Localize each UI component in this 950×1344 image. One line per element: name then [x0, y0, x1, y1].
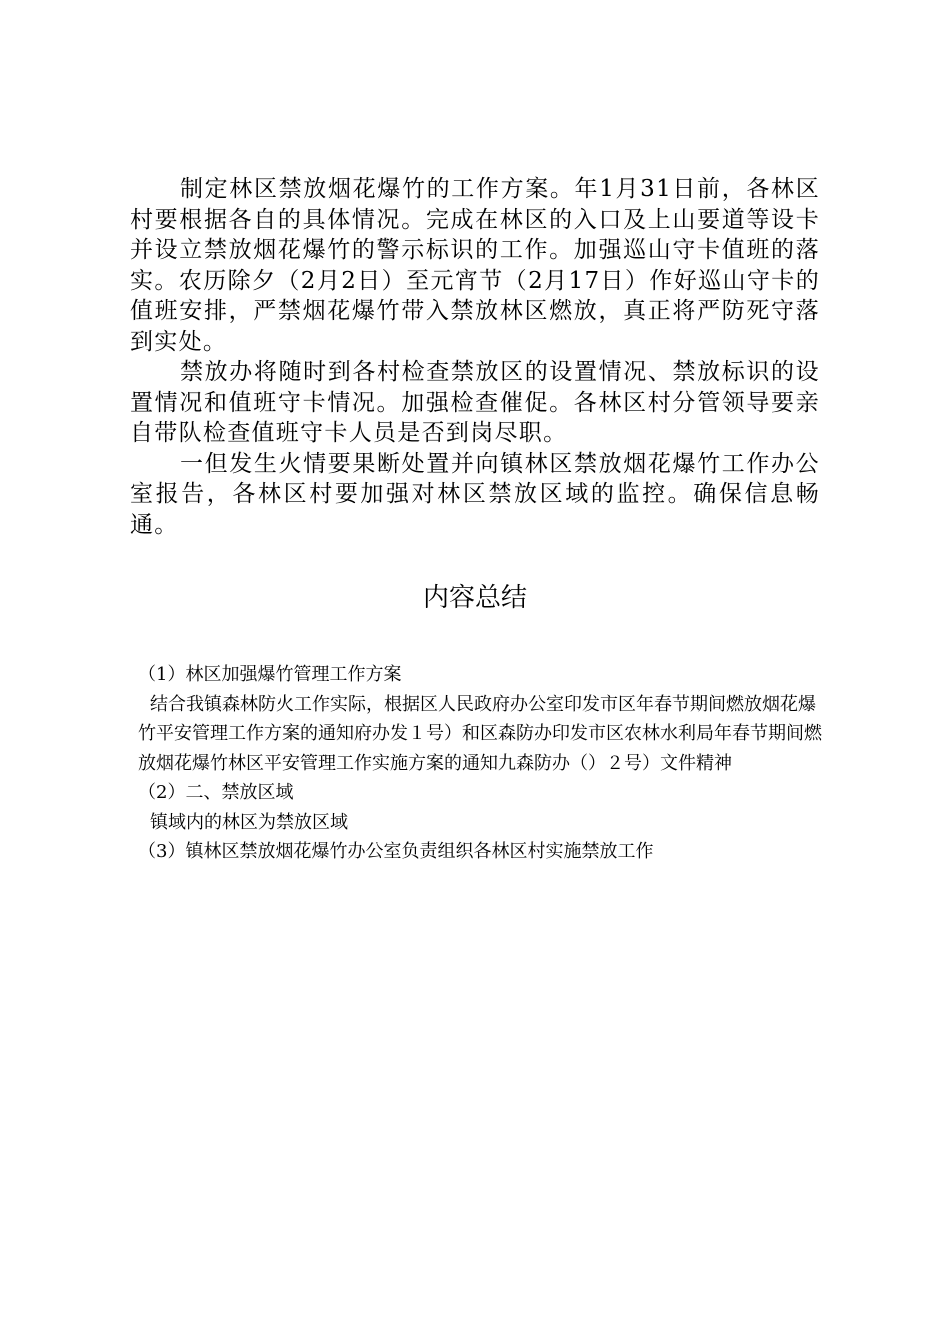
paragraph-work-plan: 制定林区禁放烟花爆竹的工作方案。年1月31日前，各林区村要根据各自的具体情况。完成在林区的入口及上山要道等设卡并设立禁放烟花爆竹的警示标识的工作。加强巡山守卡值班的落实。农历除夕（2月2日）至元宵节（2月17日）作好巡山守卡的值班安排，严禁烟花爆竹带入禁放林区燃放，真正将严防死守落到实处。	[130, 176, 820, 355]
summary-section	[138, 660, 828, 867]
summary-item-2-body: 镇域内的林区为禁放区域	[150, 811, 348, 833]
summary-item-3: （3）镇林区禁放烟花爆竹办公室负责组织各林区村实施禁放工作	[138, 841, 654, 862]
document-body	[130, 174, 820, 540]
paragraph-fire-report: 一但发生火情要果断处置并向镇林区禁放烟花爆竹工作办公室报告，各林区村要加强对林区禁放区域的监控。确保信息畅通。	[130, 450, 820, 538]
paragraph-inspection: 禁放办将随时到各村检查禁放区的设置情况、禁放标识的设置情况和值班守卡情况。加强检查催促。各林区村分管领导要亲自带队检查值班守卡人员是否到岗尽职。	[130, 359, 820, 446]
summary-item-1: （1）林区加强爆竹管理工作方案	[138, 664, 402, 685]
summary-item-1-body: 结合我镇森林防火工作实际，根据区人民政府办公室印发市区年春节期间燃放烟花爆竹平安管理工作方案的通知府办发１号）和区森防办印发市区农林水利局年春节期间燃放烟花爆竹林区平安管理工作实施方案的通知九森防办（）２号）文件精神	[138, 693, 822, 774]
summary-title: 内容总结	[422, 583, 527, 613]
summary-item-2: （2）二、禁放区域	[138, 782, 294, 803]
